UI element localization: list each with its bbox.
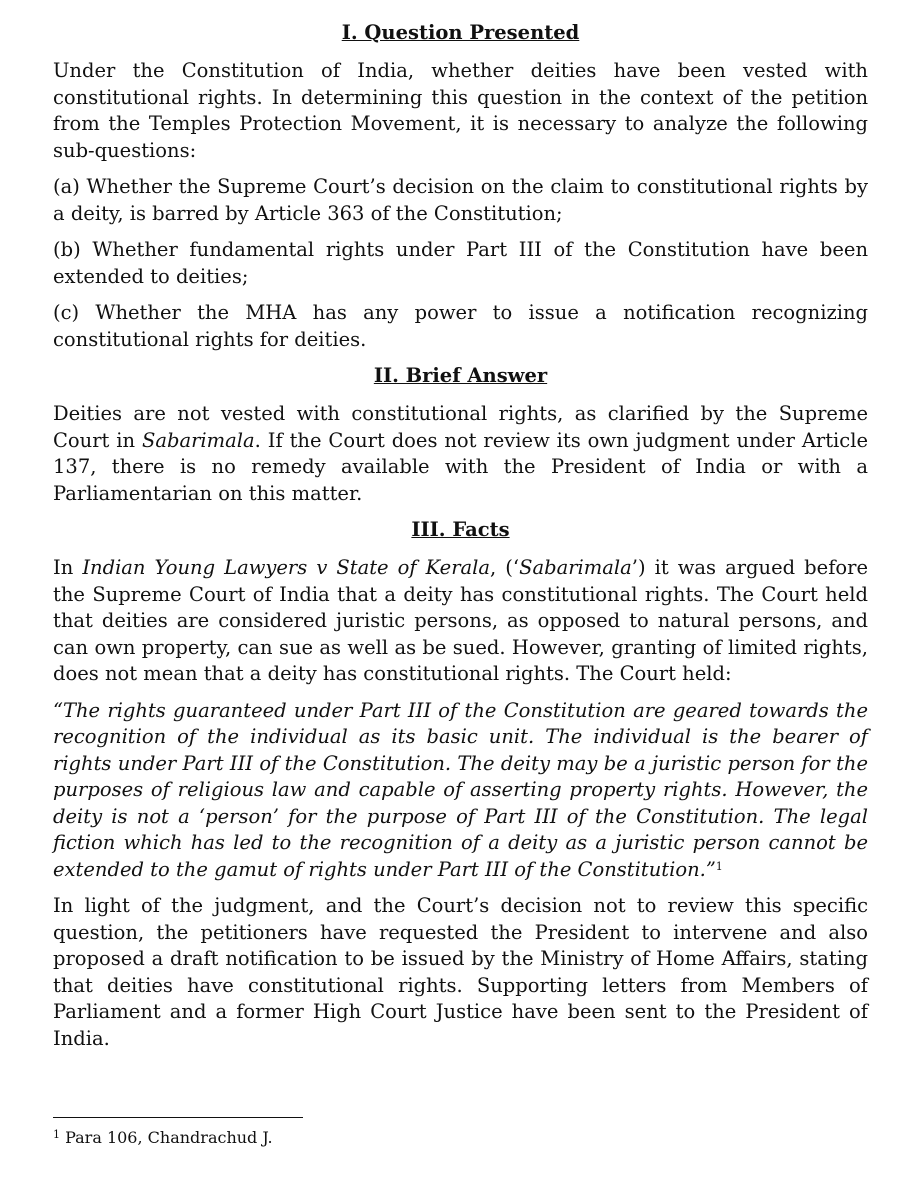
footnote-text: Para 106, Chandrachud J. [60, 1128, 273, 1147]
facts-p1-text-a: In [53, 556, 83, 579]
brief-answer-text-1: Deities are not vested with constitutional rights, as clarified by the Supreme Court in [53, 402, 868, 452]
document-page [53, 20, 868, 1062]
footnote-divider [53, 1117, 303, 1118]
court-quote [53, 698, 868, 884]
facts-case-short-name: Sabarimala [519, 556, 632, 579]
brief-answer-paragraph [53, 401, 868, 507]
brief-answer-case-name: Sabarimala [142, 428, 255, 452]
sub-question-c: (c) Whether the MHA has any power to issue a notification recognizing constitutional rights for deities. [53, 301, 868, 351]
facts-p1-text-c: ’) it was argued before the Supreme Court of India that a deity has constitutional rights. The Court held that deities are considered juristic persons, as opposed to natural persons, and can own property, can sue as well as be sued. However, granting of limited rights, does not mean that a deity has constitutional rights. The Court held: [53, 556, 869, 685]
facts-case-name: Indian Young Lawyers v State of Kerala [82, 556, 491, 579]
footnote [53, 1128, 273, 1148]
brief-answer-text-2: . If the Court does not review its own judgment under Article 137, there is no remedy available with the President of India or with a Parliamentarian on this matter. [53, 428, 868, 505]
question-intro-paragraph: Under the Constitution of India, whether deities have been vested with constitutional rights. In determining this question in the context of the petition from the Temples Protection Movement, it is necessary to analyze the following sub-questions: [53, 59, 868, 162]
section-heading-facts: III. Facts [411, 518, 510, 541]
footnote-reference: 1 [715, 859, 723, 873]
facts-paragraph-2: In light of the judgment, and the Court’s decision not to review this specific question, the petitioners have requested the President to intervene and also proposed a draft notification to be issued by the Ministry of Home Affairs, stating that deities have constitutional rights. Supporting letters from Members of Parliament and a former High Court Justice have been sent to the President of India. [53, 894, 868, 1050]
facts-paragraph-1 [53, 555, 868, 688]
sub-question-a: (a) Whether the Supreme Court’s decision on the claim to constitutional rights by a deity, is barred by Article 363 of the Constitution; [53, 175, 868, 225]
section-heading-question-presented: I. Question Presented [341, 21, 580, 44]
section-heading-brief-answer: II. Brief Answer [373, 364, 548, 387]
footnote-number: 1 [53, 1128, 60, 1141]
court-quote-text: “The rights guaranteed under Part III of the Constitution are geared towards the recognition of the individual as its basic unit. The individual is the bearer of rights under Part III of the Constitution. The deity may be a juristic person for the purposes of religious law and capable of asserting property rights. However, the deity is not a ‘person’ for the purpose of Part III of the Constitution. The legal fiction which has led to the recognition of a deity as a juristic person cannot be extended to the gamut of rights under Part III of the Constitution.” [53, 698, 868, 881]
facts-p1-text-b: , (‘ [490, 556, 520, 579]
sub-question-b: (b) Whether fundamental rights under Part III of the Constitution have been extended to deities; [53, 238, 868, 288]
